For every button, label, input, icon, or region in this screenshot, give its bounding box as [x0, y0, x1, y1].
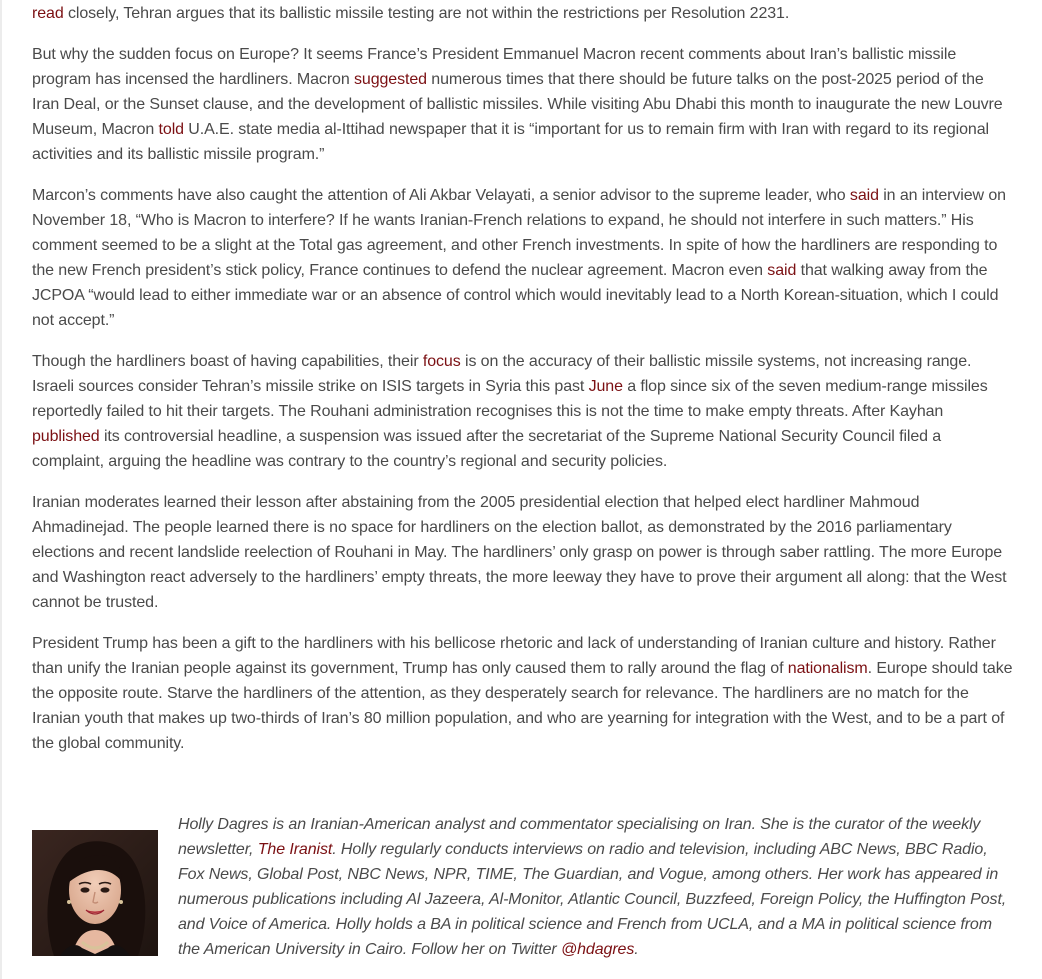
article-paragraph-2	[32, 42, 1014, 167]
article-paragraph-6	[32, 631, 1014, 756]
paragraph-text: Iranian moderates learned their lesson after abstaining from the 2005 presidential election that helped elect hardliner Mahmoud Ahmadinejad. The people learned there is no space for hardliners on the election ballot, as demonstrated by the 2016 parliamentary elections and recent landslide reelection of Rouhani in May. The hardliners’ only grasp on power is through saber rattling. The more Europe and Washington react adversely to the hardliners’ empty threats, the more leeway they have to prove their argument all along: that the West cannot be trusted.	[32, 494, 1007, 611]
link-june[interactable]: June	[588, 378, 623, 395]
link-the-iranist[interactable]: The Iranist	[257, 841, 333, 858]
paragraph-text: . Europe should take the opposite route. Starve the hardliners of the attention, as they desperately search for relevance. The hardliners are no match for the Iranian youth that makes up two-thirds of Iran’s 80 million population, and who are yearning for integration with the West, and to be a part of the global community.	[32, 660, 1013, 752]
article-paragraph-5	[32, 490, 1014, 615]
link-said-velayati[interactable]: said	[849, 187, 879, 204]
paragraph-text: Marcon’s comments have also caught the attention of Ali Akbar Velayati, a senior advisor to the supreme leader, who	[32, 187, 850, 204]
author-bio	[32, 812, 1014, 962]
paragraph-text: U.A.E. state media al-Ittihad newspaper that it is “important for us to remain firm with Iran with regard to its regional activities and its ballistic missile program.”	[32, 121, 989, 163]
paragraph-text: numerous times that there should be future talks on the post-2025 period of the Iran Deal, or the Sunset clause, and the development of ballistic missiles. While visiting Abu Dhabi this month to inaugurate the new Louvre Museum, Macron	[32, 71, 1003, 138]
paragraph-text: a flop since six of the seven medium-range missiles reportedly failed to hit their targets. The Rouhani administration recognises this is not the time to make empty threats. After Kayhan	[32, 378, 988, 420]
article-paragraph-3	[32, 183, 1014, 333]
link-told[interactable]: told	[158, 121, 184, 138]
paragraph-text: that walking away from the JCPOA “would lead to either immediate war or an absence of control which would inevitably lead to a North Korean-situation, which I could not accept.”	[32, 262, 999, 329]
paragraph-text: But why the sudden focus on Europe? It seems France’s President Emmanuel Macron recent comments about Iran’s ballistic missile program has incensed the hardliners. Macron	[32, 46, 957, 88]
link-focus[interactable]: focus	[422, 353, 461, 370]
link-nationalism[interactable]: nationalism	[787, 660, 868, 677]
page-left-border	[0, 0, 2, 979]
bio-text-segment: . Holly regularly conducts interviews on radio and television, including ABC News, BBC Radio, Fox News, Global Post, NBC News, NPR, TIME, The Guardian, and Vogue, among others. Her work has appeared in numerous publications including Al Jazeera, Al-Monitor, Atlantic Council, Buzzfeed, Foreign Policy, the Huffington Post, and Voice of America. Holly holds a BA in political science and French from UCLA, and a MA in political science from the American University in Cairo. Follow her on Twitter	[178, 841, 1007, 958]
paragraph-text: its controversial headline, a suspension was issued after the secretariat of the Supreme National Security Council filed a complaint, arguing the headline was contrary to the country’s regional and security policies.	[32, 428, 942, 470]
author-avatar	[32, 830, 158, 956]
article-paragraph-1	[32, 1, 1014, 26]
bio-text-segment: .	[634, 941, 639, 958]
paragraph-text: President Trump has been a gift to the hardliners with his bellicose rhetoric and lack of understanding of Iranian culture and history. Rather than unify the Iranian people against its government, Trump has only caused them to rally around the flag of	[32, 635, 996, 677]
article-paragraph-4	[32, 349, 1014, 474]
link-read[interactable]: read	[32, 5, 64, 22]
article-body	[32, 0, 1014, 772]
author-photo-image	[32, 830, 158, 956]
paragraph-text: in an interview on November 18, “Who is Macron to interfere? If he wants Iranian-French relations to expand, he should not interfere in such matters.” His comment seemed to be a slight at the Total gas agreement, and other French investments. In spite of how the hardliners are responding to the new French president’s stick policy, France continues to defend the nuclear agreement. Macron even	[32, 187, 1006, 279]
link-said-macron[interactable]: said	[767, 262, 797, 279]
link-twitter-hdagres[interactable]: @hdagres	[560, 941, 635, 958]
bio-text-segment: Holly Dagres is an Iranian-American analyst and commentator specialising on Iran. She is the curator of the weekly newsletter,	[178, 816, 981, 858]
paragraph-text: closely, Tehran argues that its ballistic missile testing are not within the restrictions per Resolution 2231.	[63, 5, 790, 22]
paragraph-text: Though the hardliners boast of having capabilities, their	[32, 353, 423, 370]
link-suggested[interactable]: suggested	[354, 71, 427, 88]
author-bio-text	[178, 812, 1014, 962]
link-published[interactable]: published	[32, 428, 100, 445]
paragraph-text: is on the accuracy of their ballistic missile systems, not increasing range. Israeli sources consider Tehran’s missile strike on ISIS targets in Syria this past	[32, 353, 972, 395]
